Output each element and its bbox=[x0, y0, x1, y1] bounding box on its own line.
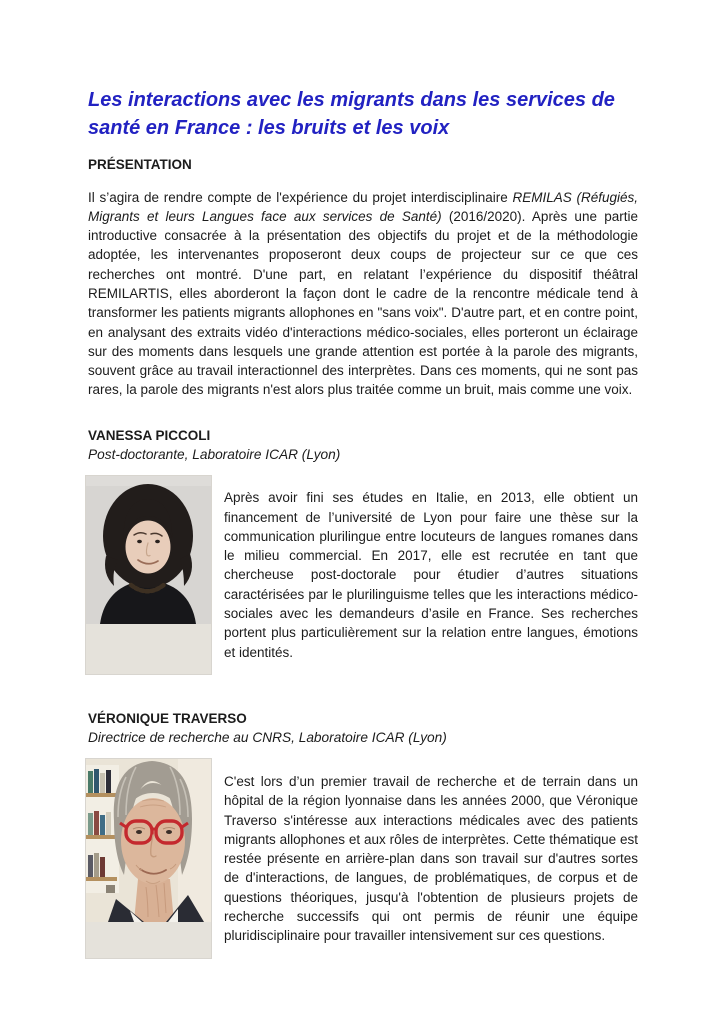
presentation-paragraph-part1: Il s’agira de rendre compte de l'expérience du projet interdisciplinaire bbox=[88, 189, 513, 205]
document-content bbox=[88, 0, 638, 959]
speaker-section-veronique-traverso bbox=[88, 709, 638, 959]
veronique-traverso-photo bbox=[85, 758, 212, 959]
portrait-photo-illustration bbox=[86, 759, 211, 922]
portrait-photo-illustration bbox=[86, 476, 211, 624]
speaker-name: VÉRONIQUE TRAVERSO bbox=[88, 711, 247, 727]
speaker-bio: Après avoir fini ses études en Italie, en 2013, elle obtient un financement de l’université de Lyon pour faire une thèse sur la communication plurilingue entre locuteurs de langues romanes dans le milieu commercial. En 2017, elle est recrutée en tant que chercheuse post-doctorale pour étudier d’autres situations caractérisées par le plurilinguisme telles que les interactions médico-sociales avec les demandeurs d’asile en France. Ses recherches portent plus particulièrement sur la relation entre langues, émotions et identités. bbox=[224, 490, 638, 660]
speaker-row bbox=[88, 758, 638, 959]
speaker-section-vanessa-piccoli bbox=[88, 426, 638, 676]
presentation-paragraph-part2: (2016/2020). Après une partie introductive consacrée à la présentation des objectifs du projet et de la méthodologie adoptée, les intervenantes proposeront deux coups de projecteur sur ce que ces recherches ont montré. D'une part, en relatant l’expérience du dispositif théâtral REMILARTIS, elles aborderont la façon dont le cadre de la rencontre médicale tend à transformer les patients migrants allophones en "sans voix". D'autre part, et en contre point, en analysant des extraits vidéo d'interactions médico-sociales, elles porteront un éclairage sur des moments dans lesquels une grande attention est portée à la parole des migrants, souvent grâce au travail interactionnel des interprètes. Dans ces moments, qui ne sont pas rares, la parole des migrants n'est alors plus traitée comme un bruit, mais comme une voix. bbox=[88, 208, 638, 398]
speaker-name: VANESSA PICCOLI bbox=[88, 427, 211, 443]
speaker-bio: C'est lors d’un premier travail de recherche et de terrain dans un hôpital de la région lyonnaise dans les années 2000, que Véronique Traverso s'intéresse aux interactions médicales avec des patients migrants allophones et aux rôles de interprètes. Cette thématique est restée présente en arrière-plan dans son travail sur d'autres sortes de d'interactions, de langues, de problématiques, de corpus et de questions théoriques, jusqu'à l'obtention de plusieurs projets de recherche successifs qui ont permis de réunir une équipe pluridisciplinaire pour travailler intensivement sur ces questions. bbox=[224, 773, 638, 944]
presentation-paragraph bbox=[88, 188, 638, 400]
speaker-role: Directrice de recherche au CNRS, Laboratoire ICAR (Lyon) bbox=[88, 730, 447, 746]
speaker-role: Post-doctorante, Laboratoire ICAR (Lyon) bbox=[88, 446, 341, 462]
presentation-paragraph-italic: REMILAS (Réfugiés, Migrants et leurs Langues face aux services de Santé) bbox=[88, 189, 638, 224]
vanessa-piccoli-photo bbox=[85, 475, 212, 676]
speaker-row bbox=[88, 475, 638, 676]
section-heading-presentation: PRÉSENTATION bbox=[88, 157, 192, 172]
page-title: Les interactions avec les migrants dans les services de santé en France : les bruits et les voix bbox=[88, 89, 615, 139]
